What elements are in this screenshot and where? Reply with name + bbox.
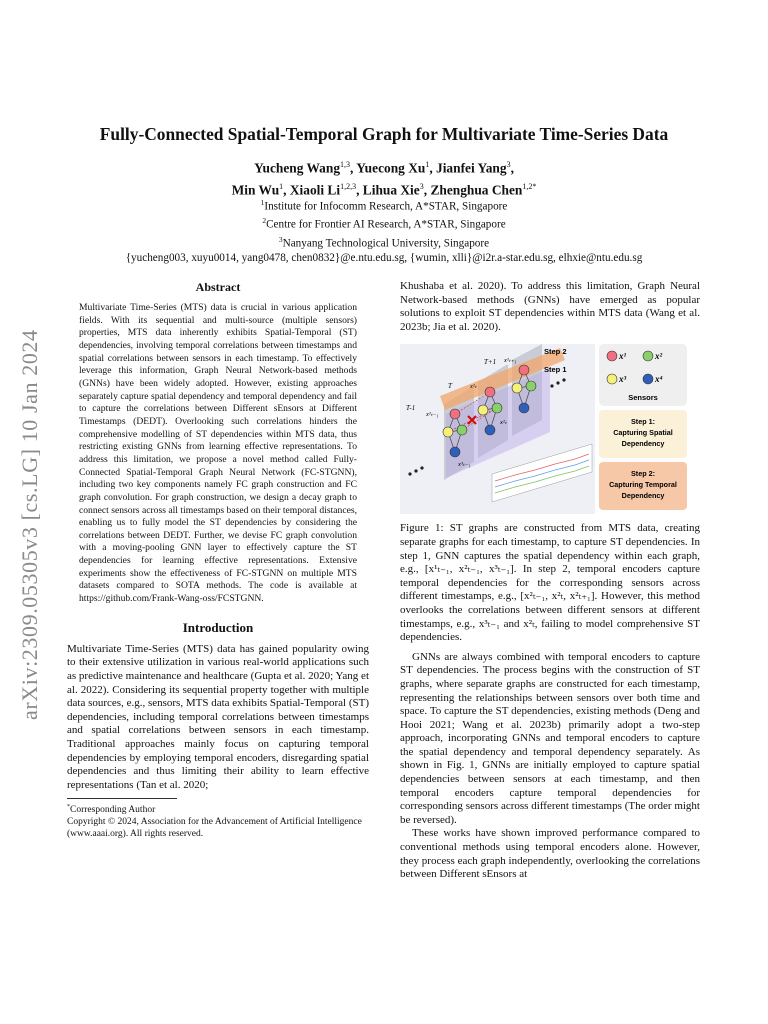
author-affil-sup: 1 xyxy=(425,160,430,169)
author-line-1: Yucheng Wang$^{1,3}$, Yuecong Xu$^1$, Jianfei Yang$^3$, xyxy=(254,160,514,176)
author-affil-sup: 1 xyxy=(279,182,284,192)
author-list xyxy=(60,155,708,200)
sensor-legend-label: x⁴ xyxy=(655,374,663,385)
node-x3-t xyxy=(478,405,488,415)
time-label: T+1 xyxy=(484,358,497,367)
author-name: Min Wu xyxy=(231,182,280,198)
affil-sup: 1 xyxy=(260,198,265,207)
author-name: Jianfei Yang xyxy=(436,160,507,176)
author-name: Xiaoli Li xyxy=(289,182,341,198)
figure-1-diagram xyxy=(400,344,700,514)
node-label: x¹ₜ₋₁ xyxy=(426,411,439,419)
sensor-x2-swatch-icon xyxy=(643,351,653,361)
step2-label: Step 2 xyxy=(544,347,567,357)
sensor-legend-label: x¹ xyxy=(619,351,627,362)
footnote-mark: * xyxy=(67,804,70,811)
footnote-corresponding xyxy=(67,801,369,816)
arxiv-identifier-stamp: arXiv:2309.05305v3 [cs.LG] 10 Jan 2024 xyxy=(17,329,42,720)
affiliation-text: Nanyang Technological University, Singapore xyxy=(282,237,490,250)
step2-box-line: Step 2: xyxy=(631,469,655,479)
step2-box-line: Dependency xyxy=(621,491,665,501)
author-affil-sup: 3 xyxy=(419,182,424,192)
node-x1-t xyxy=(485,387,495,397)
right-column xyxy=(400,280,700,882)
affil-sup: 3 xyxy=(278,234,283,244)
footnote-divider xyxy=(67,798,177,799)
node-x4-t-minus-1 xyxy=(450,447,460,457)
left-column xyxy=(67,280,369,840)
sensor-x3-swatch-icon xyxy=(607,374,617,384)
sensor-legend-label: x³ xyxy=(619,374,627,385)
time-label: T xyxy=(448,382,452,391)
affiliation-text: Institute for Infocomm Research, A*STAR, Singapore xyxy=(264,200,508,213)
right-paragraph-3: These works have shown improved performance compared to conventional methods using temporal encoders alone. However, they process each graph independently, overlooking the correlations between Different sEnsors at xyxy=(400,827,700,881)
corresponding-mark: * xyxy=(532,182,537,192)
affiliation-line xyxy=(60,214,708,232)
author-name: Lihua Xie xyxy=(362,182,420,198)
abstract-text: Multivariate Time-Series (MTS) data is crucial in various application fields. With its sequential and multi-source (multiple sensors) properties, MTS data inherently exhibits Spatial-Temporal (ST) dependencies, involving temporal correlations between timestamps and spatial correlations between sensors in each timestamp. To effectively leverage this information, Graph Neural Network-based methods (GNNs) have been widely adopted. However, existing approaches separately capture spatial dependency and temporal dependency and fail to capture the correlations between Different sEnsors at Different Timestamps (DEDT). Overlooking such correlations hinders the comprehensive modelling of ST dependencies within MTS data, thus restricting existing GNNs from learning effective representations. To address this limitation, we propose a novel method called Fully-Connected Spatial-Temporal Graph Neural Network (FC-STGNN), including two key components namely FC graph construction and FC graph convolution. For graph construction, we design a decay graph to connect sensors across all timestamps based on their temporal distances, enabling us to fully model the ST dependencies by considering the correlations between DEDT. Further, we devise FC graph convolution with a moving-pooling GNN layer to effectively capture the ST dependencies for learning effective representations. Extensive experiments show the effectiveness of FC-STGNN on multiple MTS datasets compared to SOTA methods. The code is available at https://github.com/Frank-Wang-oss/FCSTGNN. xyxy=(79,302,357,605)
right-paragraph-2: GNNs are always combined with temporal encoders to capture ST dependencies. The process begins with the construction of ST graphs, where separate graphs are constructed for each timestamp, representing the relationships between sensors over both time and space. To capture the ST dependencies, existing methods (Deng and Hooi 2021; Wang et al. 2023b) primarily adopt a two-step approach, incorporating GNNs and temporal encoders to capture the spatial dependency and temporal dependency separately. As shown in Fig. 1, GNNs are initially employed to capture spatial dependencies between sensors at each timestamp, and then temporal encoders capture temporal dependencies for corresponding sensors across different timestamps (The order might be reversed). xyxy=(400,650,700,826)
author-affil-sup: 1,2,3 xyxy=(340,182,357,192)
affiliation-text: Centre for Frontier AI Research, A*STAR, Singapore xyxy=(266,219,506,232)
right-paragraph-top: Khushaba et al. 2020). To address this limitation, Graph Neural Network-based methods (GNNs) have emerged as popular solutions to exploit ST dependencies within MTS data (Wang et al. 2023b; Jia et al. 2020). xyxy=(400,280,700,333)
node-x3-t-minus-1 xyxy=(443,427,453,437)
sensor-x4-swatch-icon xyxy=(643,374,653,384)
node-label: x¹ₜ xyxy=(470,383,477,391)
author-emails: {yucheng003, xuyu0014, yang0478, chen0832}@e.ntu.edu.sg, {wumin, xlli}@i2r.a-star.edu.sg, elhxie@ntu.edu.sg xyxy=(125,251,643,264)
author-affil-sup: 3 xyxy=(506,160,511,169)
author-name: Yucheng Wang xyxy=(254,160,341,176)
figure-1 xyxy=(400,344,700,514)
affiliation-line xyxy=(60,233,708,251)
step1-box-line: Step 1: xyxy=(631,417,655,427)
node-x2-t xyxy=(492,403,502,413)
node-x4-t-plus-1 xyxy=(519,403,529,413)
sensor-x1-swatch-icon xyxy=(607,351,617,361)
node-x1-t-minus-1 xyxy=(450,409,460,419)
footnote-copyright: Copyright © 2024, Association for the Advancement of Artificial Intelligence (www.aaai.org). All rights reserved. xyxy=(67,817,362,840)
figure-1-caption xyxy=(400,522,700,644)
author-affil-sup: 1,2 xyxy=(522,182,533,192)
introduction-heading: Introduction xyxy=(182,619,254,635)
node-label: x²ₜ xyxy=(500,419,507,427)
node-x4-t xyxy=(485,425,495,435)
step2-box-line: Capturing Temporal xyxy=(609,480,677,490)
node-x2-t-minus-1 xyxy=(457,425,467,435)
node-x1-t-plus-1 xyxy=(519,365,529,375)
author-name: Yuecong Xu xyxy=(356,160,426,176)
affiliations xyxy=(60,196,708,266)
node-x2-t-plus-1 xyxy=(526,381,536,391)
sensors-legend-title: Sensors xyxy=(628,393,658,403)
abstract-heading: Abstract xyxy=(195,280,241,294)
introduction-paragraph: Multivariate Time-Series (MTS) data has gained popularity owing to their extensive utilization in various real-world applications such as predictive maintenance and healthcare (Gupta et al. 2020; Yang et al. 2022). Considering its sequential property together with multiple data sources, e.g., sensors, MTS data exhibits Spatial-Temporal (ST) dependencies, including temporal correlations between timestamps and spatial correlations between sensors in each timestamp. Traditional approaches mainly focus on capturing temporal dependencies by employing temporal encoders, disregarding spatial dependencies and thus limiting their ability to learn effective representations (Tan et al. 2020; xyxy=(67,642,369,791)
sensor-legend-label: x² xyxy=(655,351,663,362)
author-line-2: Min Wu$^1$, Xiaoli Li$^{1,2,3}$, Lihua Xie$^3$, Zhenghua Chen$^{1,2*}$ xyxy=(231,182,537,198)
node-label: x¹ₜ₊₁ xyxy=(504,357,517,365)
node-x3-t-plus-1 xyxy=(512,383,522,393)
time-label: T-1 xyxy=(406,404,416,413)
author-name: Zhenghua Chen xyxy=(430,182,523,198)
author-affil-sup: 1,3 xyxy=(340,160,351,169)
footnote-text: Corresponding Author xyxy=(70,805,156,816)
step1-box-line: Dependency xyxy=(621,439,665,449)
affiliation-line xyxy=(60,196,708,214)
caption-text: ST graphs are constructed from MTS data, creating separate graphs for each timestamp, to capture ST dependencies. In step 1, GNN captures the spatial dependency within each graph, e.g., [x¹ₜ₋₁, x²ₜ₋₁, x³ₜ₋₁]. In step 2, temporal encoders capture temporal dependencies for the corresponding sensors across different timestamps, e.g., [x²ₜ₋₁, x²ₜ, x²ₜ₊₁]. However, this method overlooks the correlations between different sensors at different timestamps, e.g., x³ₜ₋₁ and x²ₜ, failing to model comprehensive ST dependencies. xyxy=(400,522,701,644)
step1-box-line: Capturing Spatial xyxy=(613,428,673,438)
step1-label: Step 1 xyxy=(544,365,567,375)
paper-title: Fully-Connected Spatial-Temporal Graph for Multivariate Time-Series Data xyxy=(99,124,669,144)
caption-prefix: Figure 1: xyxy=(400,522,444,535)
affil-sup: 2 xyxy=(262,216,267,226)
node-label: x³ₜ₋₁ xyxy=(458,461,471,469)
